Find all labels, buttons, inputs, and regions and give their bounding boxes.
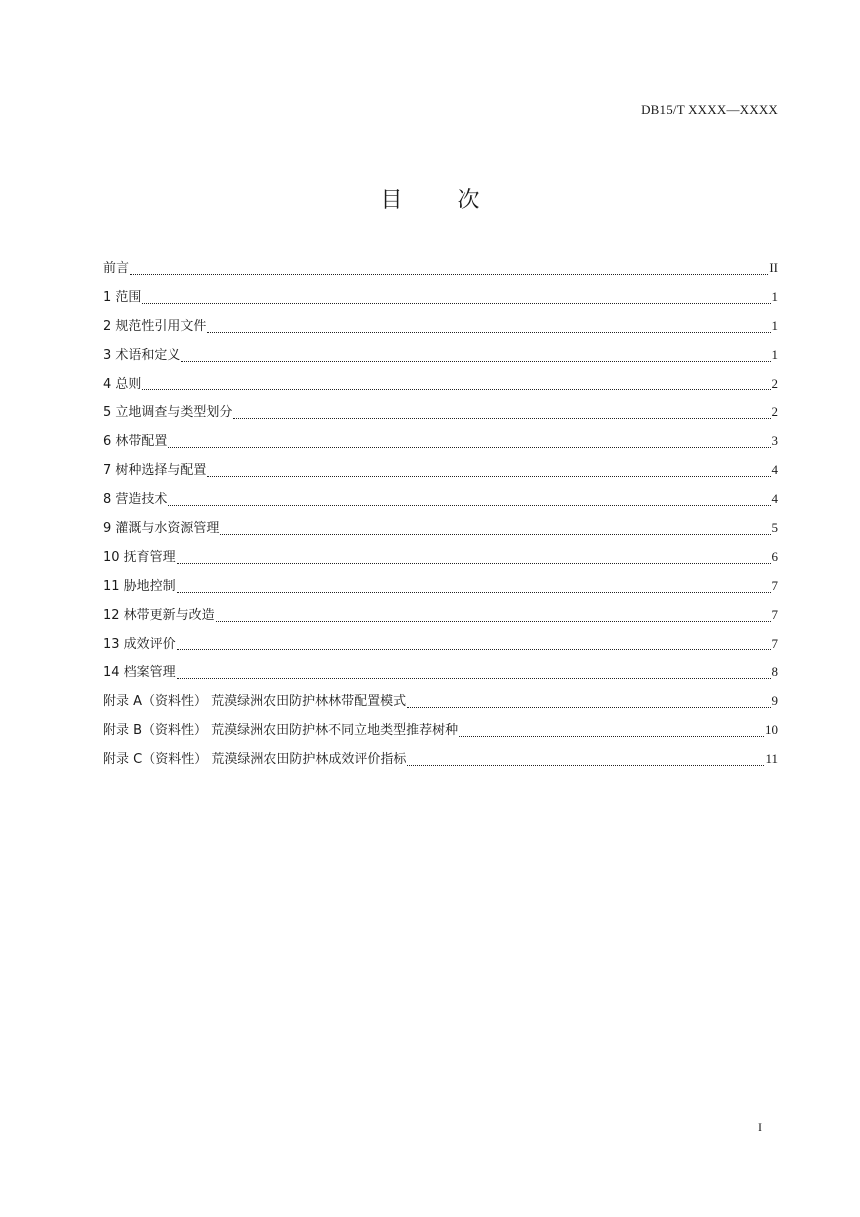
toc-entry-label: 附录 C（资料性） 荒漠绿洲农田防护林成效评价指标 xyxy=(103,752,407,768)
toc-leader-dots xyxy=(177,563,771,564)
toc-entry-label: 2 规范性引用文件 xyxy=(103,318,207,334)
toc-entry-label: 6 林带配置 xyxy=(103,434,168,450)
document-code: DB15/T XXXX—XXXX xyxy=(641,102,778,117)
toc-entry-label: 12 林带更新与改造 xyxy=(103,607,215,623)
toc-entry-page: 3 xyxy=(771,433,778,449)
toc-entry-page: 7 xyxy=(771,577,778,593)
toc-entry[interactable] xyxy=(103,257,778,286)
page-number: I xyxy=(758,1120,762,1134)
toc-entry-label: 附录 B（资料性） 荒漠绿洲农田防护林不同立地类型推荐树种 xyxy=(103,723,459,739)
toc-leader-dots xyxy=(407,765,764,766)
toc-entry-page: 4 xyxy=(771,491,778,507)
toc-entry-label: 3 术语和定义 xyxy=(103,347,181,363)
toc-entry-page: II xyxy=(769,260,778,275)
toc-leader-dots xyxy=(168,505,770,506)
toc-entry[interactable] xyxy=(103,661,778,690)
toc-entry-page: 1 xyxy=(771,317,778,333)
toc-leader-dots xyxy=(459,736,764,737)
toc-entry[interactable] xyxy=(103,604,778,633)
toc-entry-page: 5 xyxy=(771,520,778,536)
toc-entry[interactable] xyxy=(103,401,778,430)
toc-entry-label: 9 灌溉与水资源管理 xyxy=(103,521,220,537)
toc-entry-page: 9 xyxy=(771,693,778,709)
toc-leader-dots xyxy=(177,678,771,679)
toc-entry[interactable] xyxy=(103,719,778,748)
toc-leader-dots xyxy=(181,361,770,362)
toc-entry[interactable] xyxy=(103,373,778,402)
toc-entry[interactable] xyxy=(103,517,778,546)
toc-entry-page: 7 xyxy=(771,606,778,622)
toc-leader-dots xyxy=(207,332,770,333)
toc-leader-dots xyxy=(216,621,771,622)
toc-leader-dots xyxy=(130,274,768,275)
toc-entry-label: 14 档案管理 xyxy=(103,665,176,681)
toc-entry[interactable] xyxy=(103,488,778,517)
toc-entry-label: 8 营造技术 xyxy=(103,492,168,508)
toc-leader-dots xyxy=(207,476,770,477)
toc-entry-label: 附录 A（资料性） 荒漠绿洲农田防护林林带配置模式 xyxy=(103,694,407,710)
toc-entry-label: 1 范围 xyxy=(103,289,142,305)
toc-entry-page: 6 xyxy=(771,548,778,564)
toc-entry-page: 1 xyxy=(771,288,778,304)
toc-entry[interactable] xyxy=(103,286,778,315)
toc-entry[interactable] xyxy=(103,315,778,344)
table-of-contents xyxy=(103,257,778,777)
toc-entry-label: 7 树种选择与配置 xyxy=(103,463,207,479)
toc-leader-dots xyxy=(177,649,771,650)
toc-entry-page: 11 xyxy=(765,751,778,767)
toc-entry[interactable] xyxy=(103,546,778,575)
toc-entry-label: 10 抚育管理 xyxy=(103,549,176,565)
toc-entry-label: 5 立地调查与类型划分 xyxy=(103,405,233,421)
toc-entry[interactable] xyxy=(103,690,778,719)
toc-leader-dots xyxy=(142,303,770,304)
toc-entry-page: 8 xyxy=(771,664,778,680)
toc-entry-label: 11 胁地控制 xyxy=(103,578,176,594)
toc-leader-dots xyxy=(177,592,771,593)
toc-leader-dots xyxy=(142,389,770,390)
toc-entry[interactable] xyxy=(103,575,778,604)
toc-entry-label: 4 总则 xyxy=(103,376,142,392)
toc-entry[interactable] xyxy=(103,748,778,777)
page-title: 目 次 xyxy=(380,188,504,213)
toc-entry[interactable] xyxy=(103,459,778,488)
toc-entry-page: 1 xyxy=(771,346,778,362)
toc-entry-label: 前言 xyxy=(103,261,130,276)
toc-entry[interactable] xyxy=(103,344,778,373)
toc-entry-label: 13 成效评价 xyxy=(103,636,176,652)
toc-leader-dots xyxy=(168,447,770,448)
toc-entry-page: 2 xyxy=(771,375,778,391)
toc-leader-dots xyxy=(233,418,770,419)
toc-entry-page: 10 xyxy=(765,722,778,738)
toc-leader-dots xyxy=(407,707,770,708)
toc-entry-page: 2 xyxy=(771,404,778,420)
toc-entry[interactable] xyxy=(103,430,778,459)
toc-entry-page: 4 xyxy=(771,462,778,478)
toc-leader-dots xyxy=(220,534,770,535)
toc-entry-page: 7 xyxy=(771,635,778,651)
toc-entry[interactable] xyxy=(103,633,778,662)
